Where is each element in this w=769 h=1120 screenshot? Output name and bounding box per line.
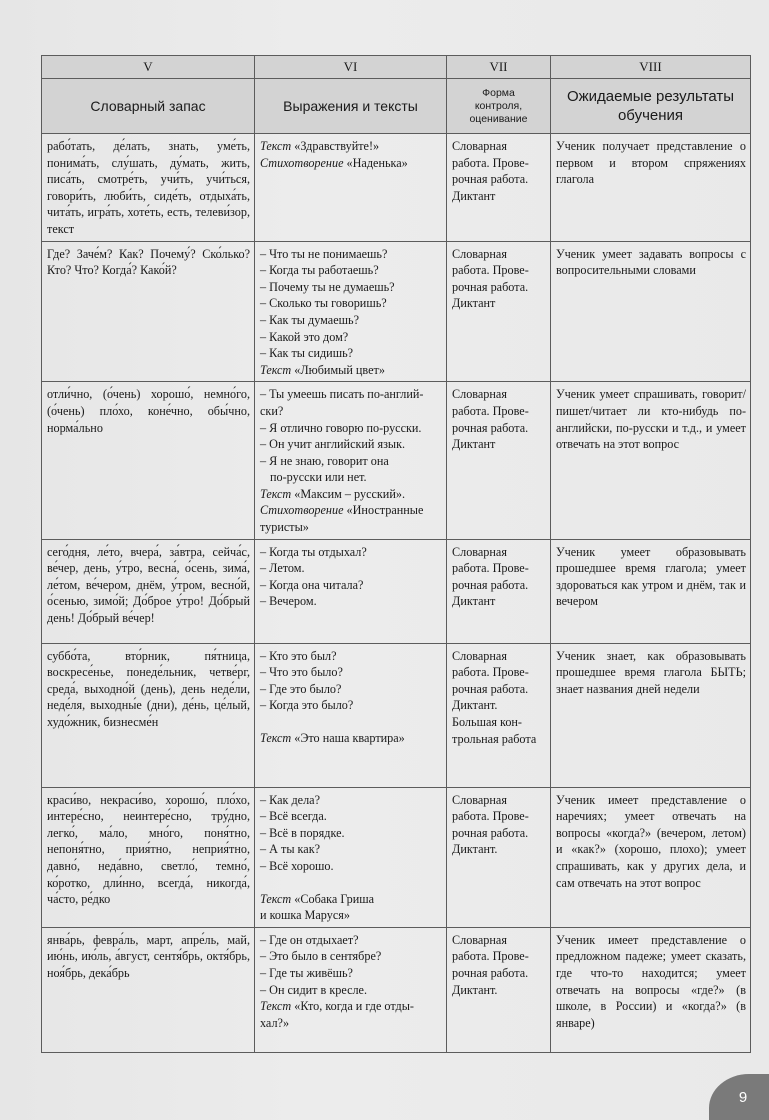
vocab-cell: рабо́тать, де́лать, знать, уме́ть, понима́ть, слу́шать, ду́мать, жить, писа́ть, смотре́ть, учи́ть, учи́ться, говори́ть, люби́ть, сиде́ть, отдыха́ть, чита́ть, игра́ть, хоте́ть, есть, телеви́зор, текст	[42, 134, 255, 242]
expression-line	[260, 1015, 442, 1032]
expression-text: – Я не знаю, говорит она	[260, 453, 389, 468]
expression-line	[260, 138, 442, 155]
form-line: рочная работа.	[452, 681, 529, 696]
expression-text: туристы»	[260, 520, 309, 535]
form-line: Диктант	[452, 437, 496, 452]
expression-line	[260, 593, 442, 610]
expression-text: – Вечером.	[260, 594, 317, 609]
expression-text: – Где это было?	[260, 681, 342, 696]
expression-line	[260, 648, 442, 665]
expression-text: – Что ты не понимаешь?	[260, 246, 388, 261]
text-label: Текст	[260, 731, 292, 746]
form-line: трольная работа	[452, 731, 537, 746]
form-line: Словарная	[452, 139, 507, 153]
header-vocab: Словарный запас	[42, 79, 255, 134]
text-label: Текст	[260, 362, 292, 377]
vocab-cell: янва́рь, февра́ль, март, апре́ль, май, ию́нь, ию́ль, а́вгуст, сентя́брь, октя́брь, ноя́брь, дека́брь	[42, 927, 255, 1052]
expression-text: – Когда это было?	[260, 698, 354, 713]
expression-line	[260, 246, 442, 263]
expression-line	[260, 519, 442, 536]
form-line: работа. Прове-	[452, 155, 529, 170]
form-line: рочная работа.	[452, 420, 529, 435]
expression-line	[260, 965, 442, 982]
expressions-cell	[255, 539, 447, 643]
expression-line	[260, 345, 442, 362]
text-label: Стихотворение	[260, 503, 344, 518]
form-line: работа. Прове-	[452, 809, 529, 824]
page-number: 9	[709, 1074, 769, 1120]
expression-line	[260, 262, 442, 279]
header-form-line: оценивание	[469, 112, 528, 125]
form-line: работа. Прове-	[452, 949, 529, 964]
column-number: V	[42, 56, 255, 79]
expression-text: – Что это было?	[260, 665, 343, 680]
form-cell	[447, 241, 551, 382]
form-line: Диктант.	[452, 698, 498, 713]
expression-text: «Любимый цвет»	[291, 362, 385, 377]
expressions-cell	[255, 241, 447, 382]
header-form	[447, 79, 551, 134]
expression-text: – Когда ты работаешь?	[260, 263, 379, 278]
expression-text: «Здравствуйте!»	[291, 139, 380, 153]
expressions-cell	[255, 382, 447, 539]
expression-text: – Когда она читала?	[260, 577, 364, 592]
expressions-cell	[255, 787, 447, 927]
form-line: рочная работа.	[452, 577, 529, 592]
expression-line	[260, 279, 442, 296]
header-results	[551, 79, 751, 134]
result-cell: Ученик получает представление о первом и втором спряжениях глагола	[551, 134, 751, 242]
result-cell: Ученик имеет представление о наречиях; умеет отвечать на вопросы «когда?» (вечером, летом) и «как?» (хорошо, плохо); умеет спрашивать, как у других дела, и сам отвечать на этот вопрос	[551, 787, 751, 927]
expression-line	[260, 948, 442, 965]
expressions-cell	[255, 643, 447, 787]
expression-line	[260, 577, 442, 594]
expression-text: – А ты как?	[260, 842, 321, 857]
expression-line	[260, 362, 442, 379]
result-cell: Ученик умеет задавать вопросы с вопросительными словами	[551, 241, 751, 382]
table-row	[42, 643, 751, 787]
form-cell	[447, 787, 551, 927]
expression-line	[260, 932, 442, 949]
form-line: рочная работа.	[452, 279, 529, 294]
expression-text: – Он сидит в кресле.	[260, 982, 368, 997]
expression-text: – Где он отдыхает?	[260, 932, 359, 947]
form-line: Диктант	[452, 296, 496, 311]
expression-text: – Всё всегда.	[260, 809, 327, 824]
text-label: Текст	[260, 891, 292, 906]
expression-text: «Максим – русский».	[291, 486, 405, 501]
table-row	[42, 134, 751, 242]
expression-line	[260, 502, 442, 519]
expression-text: – Всё хорошо.	[260, 859, 334, 874]
expression-line	[260, 982, 442, 999]
expression-line	[260, 295, 442, 312]
expression-text: «Это наша квартира»	[291, 731, 405, 746]
expression-line	[260, 808, 442, 825]
text-label: Стихотворение	[260, 155, 344, 170]
form-line: работа. Прове-	[452, 403, 529, 418]
expression-line	[260, 858, 442, 875]
expression-text: ски?	[260, 403, 284, 418]
expression-text: и кошка Маруся»	[260, 908, 350, 923]
vocab-cell: сего́дня, ле́то, вчера́, за́втра, сейча́с, ве́чер, день, у́тро, весна́, о́сень, зима́, ле́том, ве́чером, днём, у́тром, весно́й, о́сенью, зимо́й; До́брое у́тро! До́брый день! До́брый ве́чер!	[42, 539, 255, 643]
expression-line	[260, 436, 442, 453]
form-line: Диктант	[452, 594, 496, 609]
curriculum-table	[41, 55, 751, 1053]
expression-text: по-русски или нет.	[270, 470, 367, 485]
form-cell	[447, 643, 551, 787]
expression-text: «Наденька»	[343, 155, 408, 170]
form-line: Диктант	[452, 188, 496, 203]
form-line: рочная работа.	[452, 966, 529, 980]
table-row	[42, 382, 751, 539]
expression-text: «Кто, когда и где отды-	[291, 999, 414, 1014]
expression-line	[260, 681, 442, 698]
form-line: Словарная	[452, 648, 507, 663]
expression-text: хал?»	[260, 1015, 290, 1030]
table-row	[42, 927, 751, 1052]
expression-text: – Как ты думаешь?	[260, 312, 359, 327]
expression-text: – Он учит английский язык.	[260, 437, 406, 452]
expression-text: – Это было в сентябре?	[260, 949, 382, 964]
expression-text: – Ты умеешь писать по-англий-	[260, 387, 424, 402]
expression-text: – Я отлично говорю по-русски.	[260, 420, 422, 435]
form-line: Диктант.	[452, 842, 498, 857]
text-label: Текст	[260, 139, 292, 153]
expression-text: – Когда ты отдыхал?	[260, 544, 367, 559]
column-number: VI	[255, 56, 447, 79]
expression-line	[260, 312, 442, 329]
expression-line	[260, 664, 442, 681]
expression-line	[260, 697, 442, 714]
column-number: VII	[447, 56, 551, 79]
expression-text: – Как дела?	[260, 792, 320, 807]
form-line: Словарная	[452, 932, 507, 947]
table-body	[42, 134, 751, 1053]
form-cell	[447, 134, 551, 242]
spacer	[260, 875, 442, 891]
form-line: Большая кон-	[452, 715, 522, 730]
vocab-cell: краси́во, некраси́во, хорошо́, пло́хо, интере́сно, неинтере́сно, тру́дно, легко́, ма́ло, мно́го, поня́тно, непоня́тно, прия́тно, неприя́тно, давно́, неда́вно, светло́, темно́, ко́ротко, дли́нно, всегда́, никогда́, ча́сто, ре́дко	[42, 787, 255, 927]
form-line: работа. Прове-	[452, 665, 529, 680]
form-line: Словарная	[452, 792, 507, 807]
form-line: Словарная	[452, 246, 507, 261]
form-cell	[447, 539, 551, 643]
text-label: Текст	[260, 999, 292, 1014]
expression-line	[260, 486, 442, 503]
result-cell: Ученик умеет спрашивать, говорит/пишет/читает ли кто-нибудь по-английски, по-русски и т.д., и умеет отвечать на этот вопрос	[551, 382, 751, 539]
expression-text: – Кто это был?	[260, 648, 337, 663]
table-row	[42, 787, 751, 927]
expression-line	[260, 907, 442, 924]
vocab-cell: суббо́та, вто́рник, пя́тница, воскресе́нье, понеде́льник, четве́рг, среда́, выходно́й (день), день неде́ли, неде́ля, выходны́е (дни), де́нь, це́лый, худо́жник, бизнесме́н	[42, 643, 255, 787]
expression-line	[260, 825, 442, 842]
expression-line	[260, 544, 442, 561]
spacer	[260, 714, 442, 730]
header-form-line: контроля,	[474, 99, 523, 112]
roman-numeral-row	[42, 56, 751, 79]
expression-line	[260, 891, 442, 908]
header-row	[42, 79, 751, 134]
text-label: Текст	[260, 486, 292, 501]
expression-line	[260, 420, 442, 437]
form-line: работа. Прове-	[452, 561, 529, 576]
header-expressions: Выражения и тексты	[255, 79, 447, 134]
form-line: работа. Прове-	[452, 263, 529, 278]
expression-line	[260, 792, 442, 809]
result-cell: Ученик знает, как образовывать прошедшее время глагола БЫТЬ; знает названия дней недели	[551, 643, 751, 787]
expression-text: «Собака Гриша	[291, 891, 375, 906]
result-cell: Ученик имеет представление о предложном падеже; умеет сказать, где что-то находится; умеет отвечать на вопросы «где?» (в школе, в России) и «когда?» (в январе)	[551, 927, 751, 1052]
vocab-cell: отли́чно, (о́чень) хорошо́, немно́го, (о́чень) пло́хо, коне́чно, обы́чно, норма́льно	[42, 382, 255, 539]
vocab-cell: Где? Заче́м? Как? Почему́? Ско́лько? Кто? Что? Когда́? Како́й?	[42, 241, 255, 382]
header-results-line: обучения	[617, 107, 684, 124]
expression-text: – Где ты живёшь?	[260, 966, 353, 980]
expression-line	[260, 730, 442, 747]
expression-text: «Иностранные	[343, 503, 424, 518]
expression-text: – Какой это дом?	[260, 329, 349, 344]
expressions-cell	[255, 927, 447, 1052]
result-cell: Ученик умеет образовывать прошедшее время глагола; умеет здороваться как утром и днём, так и вечером	[551, 539, 751, 643]
column-number: VIII	[551, 56, 751, 79]
expression-line	[260, 329, 442, 346]
expression-text: – Сколько ты говоришь?	[260, 296, 387, 311]
expression-line	[260, 998, 442, 1015]
form-cell	[447, 382, 551, 539]
header-results-line: Ожидаемые результаты	[566, 88, 735, 105]
expressions-cell	[255, 134, 447, 242]
expression-text: – Летом.	[260, 561, 305, 576]
form-line: Словарная	[452, 544, 507, 559]
expression-line	[260, 560, 442, 577]
form-line: Словарная	[452, 387, 507, 402]
expression-text: – Почему ты не думаешь?	[260, 279, 395, 294]
expression-line	[260, 841, 442, 858]
expression-line	[260, 469, 442, 486]
expression-line	[260, 386, 442, 403]
expression-line	[260, 155, 442, 172]
form-cell	[447, 927, 551, 1052]
expression-line	[260, 403, 442, 420]
expression-text: – Как ты сидишь?	[260, 346, 354, 361]
form-line: рочная работа.	[452, 172, 529, 187]
table-row	[42, 241, 751, 382]
expression-text: – Всё в порядке.	[260, 825, 345, 840]
header-form-line: Форма	[482, 86, 515, 99]
table-row	[42, 539, 751, 643]
expression-line	[260, 453, 442, 470]
form-line: Диктант.	[452, 982, 498, 997]
form-line: рочная работа.	[452, 825, 529, 840]
